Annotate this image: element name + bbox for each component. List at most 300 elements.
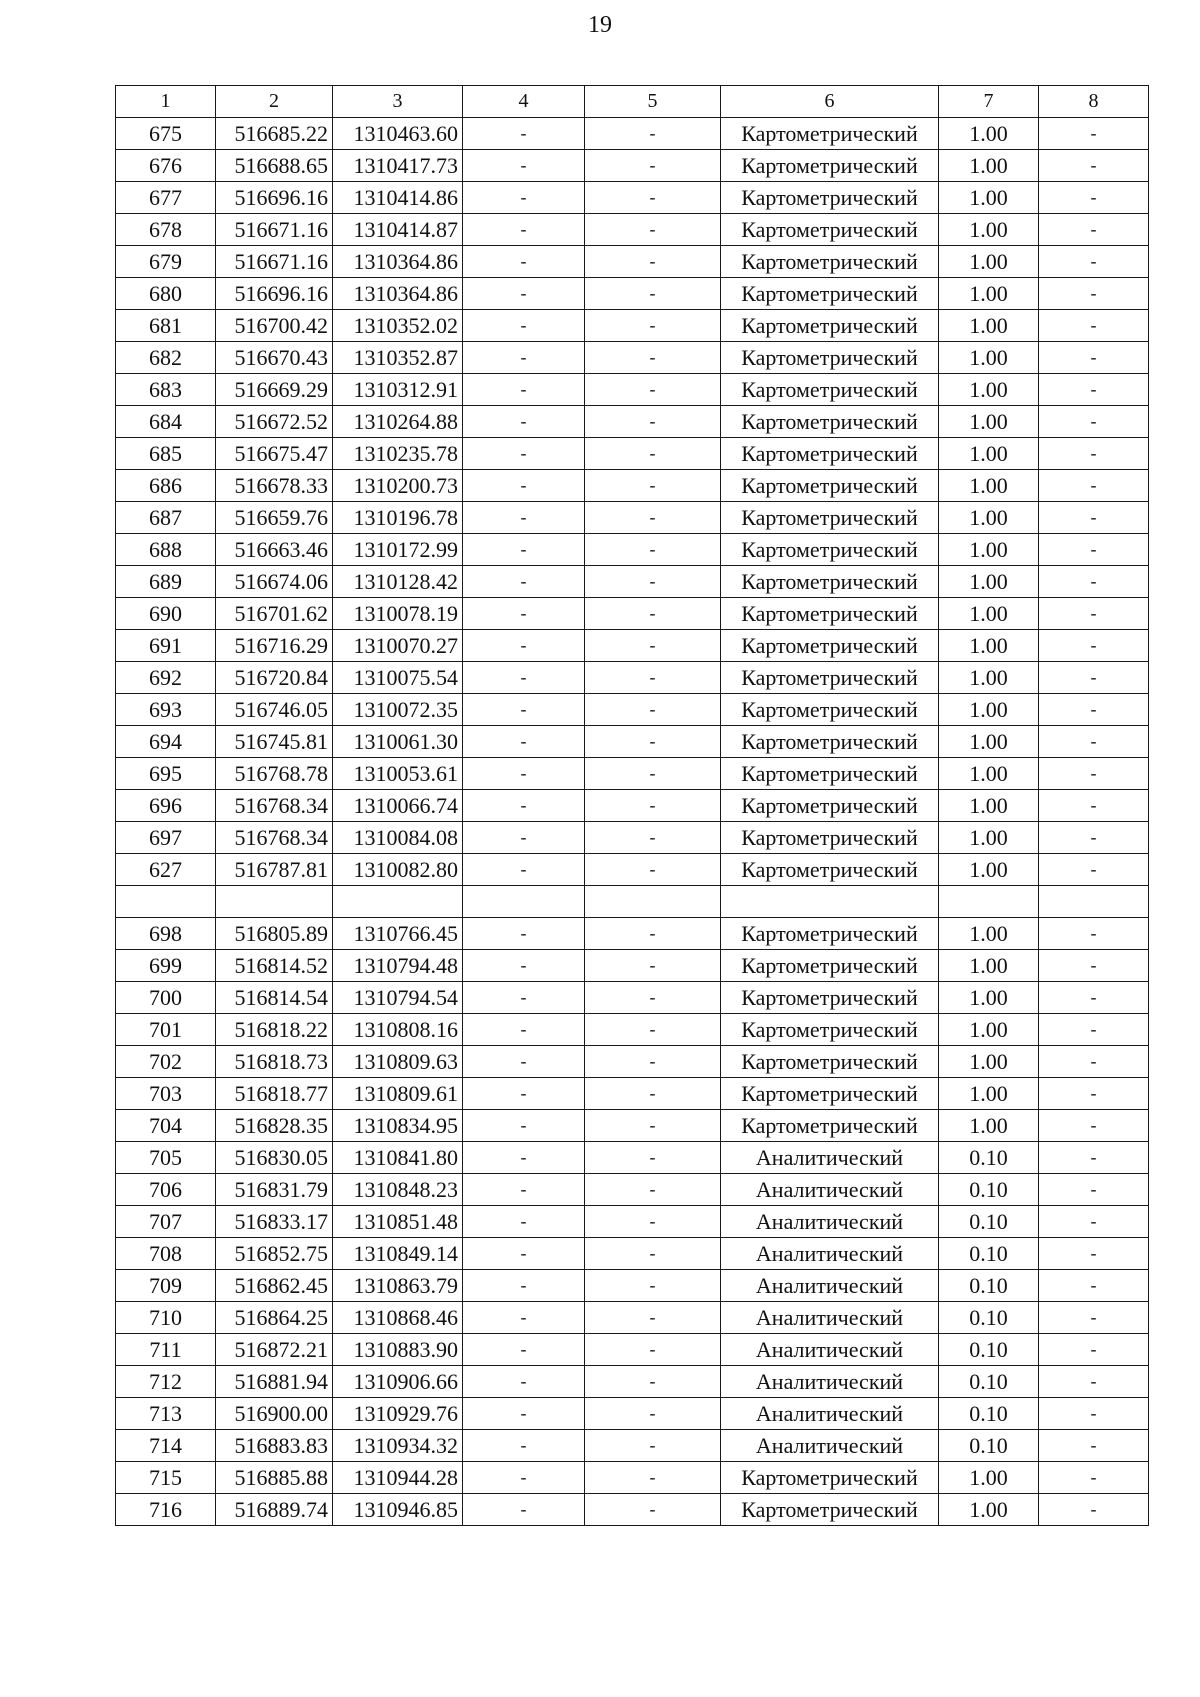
accuracy-cell: 1.00 bbox=[939, 278, 1039, 310]
accuracy-cell: 1.00 bbox=[939, 790, 1039, 822]
column-8-cell: - bbox=[1039, 854, 1149, 886]
y-coordinate-cell: 1310196.78 bbox=[333, 502, 463, 534]
column-8-cell: - bbox=[1039, 918, 1149, 950]
table-row bbox=[116, 214, 1149, 246]
table-row bbox=[116, 790, 1149, 822]
column-header: 3 bbox=[333, 86, 463, 118]
y-coordinate-cell: 1310883.90 bbox=[333, 1334, 463, 1366]
accuracy-cell: 1.00 bbox=[939, 950, 1039, 982]
y-coordinate-cell: 1310794.54 bbox=[333, 982, 463, 1014]
point-number-cell: 695 bbox=[116, 758, 216, 790]
column-5-cell: - bbox=[585, 1014, 721, 1046]
method-cell: Картометрический bbox=[721, 950, 939, 982]
y-coordinate-cell: 1310172.99 bbox=[333, 534, 463, 566]
column-5-cell: - bbox=[585, 1302, 721, 1334]
table-row bbox=[116, 1270, 1149, 1302]
column-8-cell: - bbox=[1039, 1014, 1149, 1046]
column-5-cell: - bbox=[585, 694, 721, 726]
table-row bbox=[116, 1430, 1149, 1462]
x-coordinate-cell: 516864.25 bbox=[216, 1302, 333, 1334]
y-coordinate-cell: 1310053.61 bbox=[333, 758, 463, 790]
x-coordinate-cell: 516885.88 bbox=[216, 1462, 333, 1494]
column-5-cell: - bbox=[585, 950, 721, 982]
point-number-cell: 687 bbox=[116, 502, 216, 534]
method-cell: Картометрический bbox=[721, 790, 939, 822]
method-cell: Картометрический bbox=[721, 822, 939, 854]
y-coordinate-cell: 1310200.73 bbox=[333, 470, 463, 502]
y-coordinate-cell bbox=[333, 886, 463, 918]
column-5-cell: - bbox=[585, 406, 721, 438]
x-coordinate-cell: 516814.54 bbox=[216, 982, 333, 1014]
column-5-cell: - bbox=[585, 726, 721, 758]
method-cell: Аналитический bbox=[721, 1142, 939, 1174]
y-coordinate-cell: 1310312.91 bbox=[333, 374, 463, 406]
y-coordinate-cell: 1310851.48 bbox=[333, 1206, 463, 1238]
column-header: 4 bbox=[463, 86, 585, 118]
column-5-cell: - bbox=[585, 918, 721, 950]
accuracy-cell bbox=[939, 886, 1039, 918]
column-4-cell: - bbox=[463, 374, 585, 406]
y-coordinate-cell: 1310414.86 bbox=[333, 182, 463, 214]
accuracy-cell: 1.00 bbox=[939, 854, 1039, 886]
y-coordinate-cell: 1310794.48 bbox=[333, 950, 463, 982]
point-number-cell: 698 bbox=[116, 918, 216, 950]
column-5-cell: - bbox=[585, 662, 721, 694]
column-4-cell: - bbox=[463, 150, 585, 182]
column-4-cell: - bbox=[463, 758, 585, 790]
y-coordinate-cell: 1310417.73 bbox=[333, 150, 463, 182]
accuracy-cell: 1.00 bbox=[939, 982, 1039, 1014]
x-coordinate-cell: 516833.17 bbox=[216, 1206, 333, 1238]
table-row bbox=[116, 598, 1149, 630]
column-4-cell: - bbox=[463, 1462, 585, 1494]
x-coordinate-cell: 516700.42 bbox=[216, 310, 333, 342]
column-header: 5 bbox=[585, 86, 721, 118]
point-number-cell: 693 bbox=[116, 694, 216, 726]
column-4-cell: - bbox=[463, 1238, 585, 1270]
method-cell: Картометрический bbox=[721, 566, 939, 598]
accuracy-cell: 1.00 bbox=[939, 726, 1039, 758]
accuracy-cell: 1.00 bbox=[939, 1078, 1039, 1110]
point-number-cell: 706 bbox=[116, 1174, 216, 1206]
column-5-cell: - bbox=[585, 310, 721, 342]
method-cell: Аналитический bbox=[721, 1366, 939, 1398]
accuracy-cell: 0.10 bbox=[939, 1142, 1039, 1174]
column-4-cell: - bbox=[463, 406, 585, 438]
point-number-cell: 704 bbox=[116, 1110, 216, 1142]
column-4-cell: - bbox=[463, 1206, 585, 1238]
column-4-cell: - bbox=[463, 1398, 585, 1430]
accuracy-cell: 1.00 bbox=[939, 246, 1039, 278]
point-number-cell: 701 bbox=[116, 1014, 216, 1046]
table-row bbox=[116, 1366, 1149, 1398]
y-coordinate-cell: 1310066.74 bbox=[333, 790, 463, 822]
column-4-cell: - bbox=[463, 470, 585, 502]
column-5-cell: - bbox=[585, 566, 721, 598]
column-5-cell: - bbox=[585, 790, 721, 822]
accuracy-cell: 1.00 bbox=[939, 118, 1039, 150]
column-8-cell: - bbox=[1039, 1270, 1149, 1302]
method-cell: Картометрический bbox=[721, 342, 939, 374]
column-header: 2 bbox=[216, 86, 333, 118]
column-8-cell: - bbox=[1039, 214, 1149, 246]
table-row bbox=[116, 662, 1149, 694]
table-row bbox=[116, 1462, 1149, 1494]
table-row bbox=[116, 982, 1149, 1014]
x-coordinate-cell: 516663.46 bbox=[216, 534, 333, 566]
column-5-cell: - bbox=[585, 246, 721, 278]
accuracy-cell: 1.00 bbox=[939, 374, 1039, 406]
accuracy-cell: 1.00 bbox=[939, 214, 1039, 246]
column-5-cell: - bbox=[585, 598, 721, 630]
x-coordinate-cell: 516883.83 bbox=[216, 1430, 333, 1462]
column-8-cell: - bbox=[1039, 694, 1149, 726]
y-coordinate-cell: 1310841.80 bbox=[333, 1142, 463, 1174]
y-coordinate-cell: 1310934.32 bbox=[333, 1430, 463, 1462]
table-row bbox=[116, 278, 1149, 310]
y-coordinate-cell: 1310834.95 bbox=[333, 1110, 463, 1142]
x-coordinate-cell: 516696.16 bbox=[216, 182, 333, 214]
column-4-cell: - bbox=[463, 1334, 585, 1366]
column-8-cell: - bbox=[1039, 950, 1149, 982]
method-cell: Аналитический bbox=[721, 1238, 939, 1270]
y-coordinate-cell: 1310235.78 bbox=[333, 438, 463, 470]
x-coordinate-cell: 516818.22 bbox=[216, 1014, 333, 1046]
method-cell: Картометрический bbox=[721, 150, 939, 182]
column-8-cell: - bbox=[1039, 438, 1149, 470]
accuracy-cell: 1.00 bbox=[939, 1014, 1039, 1046]
column-8-cell: - bbox=[1039, 470, 1149, 502]
x-coordinate-cell: 516881.94 bbox=[216, 1366, 333, 1398]
column-header: 8 bbox=[1039, 86, 1149, 118]
table-row bbox=[116, 1174, 1149, 1206]
y-coordinate-cell: 1310809.61 bbox=[333, 1078, 463, 1110]
method-cell: Картометрический bbox=[721, 758, 939, 790]
column-5-cell: - bbox=[585, 1046, 721, 1078]
column-8-cell: - bbox=[1039, 182, 1149, 214]
column-4-cell: - bbox=[463, 950, 585, 982]
column-8-cell: - bbox=[1039, 1174, 1149, 1206]
point-number-cell: 683 bbox=[116, 374, 216, 406]
accuracy-cell: 1.00 bbox=[939, 534, 1039, 566]
column-8-cell: - bbox=[1039, 1302, 1149, 1334]
point-number-cell bbox=[116, 886, 216, 918]
method-cell: Картометрический bbox=[721, 1078, 939, 1110]
x-coordinate-cell: 516746.05 bbox=[216, 694, 333, 726]
column-4-cell: - bbox=[463, 694, 585, 726]
column-5-cell: - bbox=[585, 374, 721, 406]
table-row bbox=[116, 310, 1149, 342]
table-row bbox=[116, 1014, 1149, 1046]
y-coordinate-cell: 1310264.88 bbox=[333, 406, 463, 438]
point-number-cell: 714 bbox=[116, 1430, 216, 1462]
column-5-cell: - bbox=[585, 278, 721, 310]
column-4-cell: - bbox=[463, 342, 585, 374]
method-cell: Аналитический bbox=[721, 1334, 939, 1366]
y-coordinate-cell: 1310808.16 bbox=[333, 1014, 463, 1046]
accuracy-cell: 1.00 bbox=[939, 1046, 1039, 1078]
table-row bbox=[116, 854, 1149, 886]
point-number-cell: 702 bbox=[116, 1046, 216, 1078]
column-8-cell: - bbox=[1039, 1110, 1149, 1142]
accuracy-cell: 1.00 bbox=[939, 694, 1039, 726]
x-coordinate-cell: 516674.06 bbox=[216, 566, 333, 598]
column-8-cell: - bbox=[1039, 662, 1149, 694]
accuracy-cell: 0.10 bbox=[939, 1398, 1039, 1430]
method-cell bbox=[721, 886, 939, 918]
column-4-cell: - bbox=[463, 1014, 585, 1046]
x-coordinate-cell: 516831.79 bbox=[216, 1174, 333, 1206]
point-number-cell: 685 bbox=[116, 438, 216, 470]
column-8-cell: - bbox=[1039, 822, 1149, 854]
column-5-cell: - bbox=[585, 1206, 721, 1238]
column-4-cell: - bbox=[463, 726, 585, 758]
column-4-cell: - bbox=[463, 1270, 585, 1302]
point-number-cell: 682 bbox=[116, 342, 216, 374]
y-coordinate-cell: 1310906.66 bbox=[333, 1366, 463, 1398]
column-8-cell: - bbox=[1039, 406, 1149, 438]
column-5-cell: - bbox=[585, 534, 721, 566]
point-number-cell: 696 bbox=[116, 790, 216, 822]
point-number-cell: 694 bbox=[116, 726, 216, 758]
x-coordinate-cell: 516787.81 bbox=[216, 854, 333, 886]
method-cell: Картометрический bbox=[721, 246, 939, 278]
column-5-cell bbox=[585, 886, 721, 918]
x-coordinate-cell: 516669.29 bbox=[216, 374, 333, 406]
column-4-cell: - bbox=[463, 1302, 585, 1334]
column-4-cell: - bbox=[463, 502, 585, 534]
accuracy-cell: 1.00 bbox=[939, 598, 1039, 630]
point-number-cell: 707 bbox=[116, 1206, 216, 1238]
column-8-cell: - bbox=[1039, 1046, 1149, 1078]
table-row bbox=[116, 694, 1149, 726]
method-cell: Аналитический bbox=[721, 1398, 939, 1430]
x-coordinate-cell: 516675.47 bbox=[216, 438, 333, 470]
page-number: 19 bbox=[588, 12, 612, 38]
x-coordinate-cell: 516889.74 bbox=[216, 1494, 333, 1526]
point-number-cell: 709 bbox=[116, 1270, 216, 1302]
accuracy-cell: 0.10 bbox=[939, 1334, 1039, 1366]
table-row bbox=[116, 950, 1149, 982]
column-5-cell: - bbox=[585, 214, 721, 246]
method-cell: Аналитический bbox=[721, 1270, 939, 1302]
method-cell: Аналитический bbox=[721, 1430, 939, 1462]
column-header: 1 bbox=[116, 86, 216, 118]
table-row bbox=[116, 566, 1149, 598]
method-cell: Картометрический bbox=[721, 182, 939, 214]
column-4-cell: - bbox=[463, 854, 585, 886]
x-coordinate-cell: 516768.34 bbox=[216, 790, 333, 822]
column-5-cell: - bbox=[585, 1494, 721, 1526]
column-4-cell: - bbox=[463, 310, 585, 342]
y-coordinate-cell: 1310352.87 bbox=[333, 342, 463, 374]
point-number-cell: 678 bbox=[116, 214, 216, 246]
table-row bbox=[116, 342, 1149, 374]
point-number-cell: 684 bbox=[116, 406, 216, 438]
column-8-cell: - bbox=[1039, 1334, 1149, 1366]
column-5-cell: - bbox=[585, 1462, 721, 1494]
point-number-cell: 697 bbox=[116, 822, 216, 854]
table-row bbox=[116, 758, 1149, 790]
table-row bbox=[116, 1238, 1149, 1270]
y-coordinate-cell: 1310849.14 bbox=[333, 1238, 463, 1270]
column-8-cell: - bbox=[1039, 726, 1149, 758]
point-number-cell: 681 bbox=[116, 310, 216, 342]
x-coordinate-cell: 516768.78 bbox=[216, 758, 333, 790]
x-coordinate-cell: 516852.75 bbox=[216, 1238, 333, 1270]
column-4-cell: - bbox=[463, 1078, 585, 1110]
column-4-cell: - bbox=[463, 630, 585, 662]
y-coordinate-cell: 1310929.76 bbox=[333, 1398, 463, 1430]
point-number-cell: 710 bbox=[116, 1302, 216, 1334]
column-4-cell: - bbox=[463, 214, 585, 246]
accuracy-cell: 1.00 bbox=[939, 630, 1039, 662]
table-row bbox=[116, 886, 1149, 918]
column-8-cell: - bbox=[1039, 534, 1149, 566]
x-coordinate-cell: 516672.52 bbox=[216, 406, 333, 438]
y-coordinate-cell: 1310078.19 bbox=[333, 598, 463, 630]
accuracy-cell: 1.00 bbox=[939, 182, 1039, 214]
y-coordinate-cell: 1310072.35 bbox=[333, 694, 463, 726]
method-cell: Аналитический bbox=[721, 1174, 939, 1206]
point-number-cell: 680 bbox=[116, 278, 216, 310]
column-5-cell: - bbox=[585, 150, 721, 182]
accuracy-cell: 1.00 bbox=[939, 566, 1039, 598]
column-4-cell: - bbox=[463, 118, 585, 150]
column-4-cell: - bbox=[463, 822, 585, 854]
y-coordinate-cell: 1310070.27 bbox=[333, 630, 463, 662]
x-coordinate-cell: 516805.89 bbox=[216, 918, 333, 950]
column-8-cell: - bbox=[1039, 246, 1149, 278]
table-row bbox=[116, 406, 1149, 438]
table-row bbox=[116, 726, 1149, 758]
method-cell: Картометрический bbox=[721, 1494, 939, 1526]
point-number-cell: 692 bbox=[116, 662, 216, 694]
accuracy-cell: 1.00 bbox=[939, 1494, 1039, 1526]
column-4-cell: - bbox=[463, 1494, 585, 1526]
column-4-cell: - bbox=[463, 278, 585, 310]
accuracy-cell: 1.00 bbox=[939, 150, 1039, 182]
method-cell: Картометрический bbox=[721, 662, 939, 694]
method-cell: Картометрический bbox=[721, 534, 939, 566]
y-coordinate-cell: 1310364.86 bbox=[333, 278, 463, 310]
x-coordinate-cell: 516818.77 bbox=[216, 1078, 333, 1110]
column-5-cell: - bbox=[585, 1270, 721, 1302]
column-8-cell: - bbox=[1039, 118, 1149, 150]
table-row bbox=[116, 822, 1149, 854]
column-8-cell: - bbox=[1039, 1238, 1149, 1270]
method-cell: Картометрический bbox=[721, 1110, 939, 1142]
table-body bbox=[116, 118, 1149, 1526]
y-coordinate-cell: 1310061.30 bbox=[333, 726, 463, 758]
point-number-cell: 691 bbox=[116, 630, 216, 662]
table-row bbox=[116, 438, 1149, 470]
accuracy-cell: 1.00 bbox=[939, 342, 1039, 374]
column-8-cell: - bbox=[1039, 598, 1149, 630]
method-cell: Картометрический bbox=[721, 1046, 939, 1078]
column-8-cell: - bbox=[1039, 150, 1149, 182]
accuracy-cell: 1.00 bbox=[939, 662, 1039, 694]
method-cell: Картометрический bbox=[721, 630, 939, 662]
x-coordinate-cell: 516671.16 bbox=[216, 214, 333, 246]
table-row bbox=[116, 1142, 1149, 1174]
x-coordinate-cell: 516678.33 bbox=[216, 470, 333, 502]
x-coordinate-cell: 516862.45 bbox=[216, 1270, 333, 1302]
point-number-cell: 690 bbox=[116, 598, 216, 630]
column-5-cell: - bbox=[585, 182, 721, 214]
column-8-cell: - bbox=[1039, 790, 1149, 822]
method-cell: Картометрический bbox=[721, 1014, 939, 1046]
point-number-cell: 700 bbox=[116, 982, 216, 1014]
column-5-cell: - bbox=[585, 1238, 721, 1270]
point-number-cell: 689 bbox=[116, 566, 216, 598]
column-4-cell: - bbox=[463, 1142, 585, 1174]
column-5-cell: - bbox=[585, 822, 721, 854]
x-coordinate-cell: 516688.65 bbox=[216, 150, 333, 182]
table-row bbox=[116, 1046, 1149, 1078]
x-coordinate-cell bbox=[216, 886, 333, 918]
y-coordinate-cell: 1310414.87 bbox=[333, 214, 463, 246]
column-8-cell: - bbox=[1039, 982, 1149, 1014]
table-row bbox=[116, 374, 1149, 406]
x-coordinate-cell: 516701.62 bbox=[216, 598, 333, 630]
accuracy-cell: 0.10 bbox=[939, 1174, 1039, 1206]
y-coordinate-cell: 1310946.85 bbox=[333, 1494, 463, 1526]
column-4-cell: - bbox=[463, 982, 585, 1014]
x-coordinate-cell: 516830.05 bbox=[216, 1142, 333, 1174]
column-4-cell: - bbox=[463, 566, 585, 598]
column-8-cell: - bbox=[1039, 1494, 1149, 1526]
column-5-cell: - bbox=[585, 1142, 721, 1174]
column-5-cell: - bbox=[585, 1110, 721, 1142]
table-row bbox=[116, 1302, 1149, 1334]
column-5-cell: - bbox=[585, 854, 721, 886]
column-4-cell: - bbox=[463, 1366, 585, 1398]
accuracy-cell: 0.10 bbox=[939, 1238, 1039, 1270]
accuracy-cell: 1.00 bbox=[939, 758, 1039, 790]
table-row bbox=[116, 1398, 1149, 1430]
accuracy-cell: 1.00 bbox=[939, 438, 1039, 470]
column-8-cell: - bbox=[1039, 1430, 1149, 1462]
y-coordinate-cell: 1310863.79 bbox=[333, 1270, 463, 1302]
table-row bbox=[116, 1110, 1149, 1142]
column-4-cell: - bbox=[463, 438, 585, 470]
point-number-cell: 676 bbox=[116, 150, 216, 182]
accuracy-cell: 0.10 bbox=[939, 1270, 1039, 1302]
table-row bbox=[116, 1334, 1149, 1366]
y-coordinate-cell: 1310766.45 bbox=[333, 918, 463, 950]
method-cell: Картометрический bbox=[721, 726, 939, 758]
accuracy-cell: 1.00 bbox=[939, 470, 1039, 502]
column-4-cell: - bbox=[463, 182, 585, 214]
point-number-cell: 705 bbox=[116, 1142, 216, 1174]
accuracy-cell: 1.00 bbox=[939, 406, 1039, 438]
column-4-cell: - bbox=[463, 534, 585, 566]
point-number-cell: 688 bbox=[116, 534, 216, 566]
accuracy-cell: 0.10 bbox=[939, 1366, 1039, 1398]
table-row bbox=[116, 1494, 1149, 1526]
accuracy-cell: 1.00 bbox=[939, 310, 1039, 342]
y-coordinate-cell: 1310075.54 bbox=[333, 662, 463, 694]
method-cell: Аналитический bbox=[721, 1206, 939, 1238]
column-5-cell: - bbox=[585, 1174, 721, 1206]
table-row bbox=[116, 630, 1149, 662]
column-8-cell: - bbox=[1039, 502, 1149, 534]
x-coordinate-cell: 516716.29 bbox=[216, 630, 333, 662]
method-cell: Картометрический bbox=[721, 598, 939, 630]
point-number-cell: 699 bbox=[116, 950, 216, 982]
column-8-cell: - bbox=[1039, 1078, 1149, 1110]
